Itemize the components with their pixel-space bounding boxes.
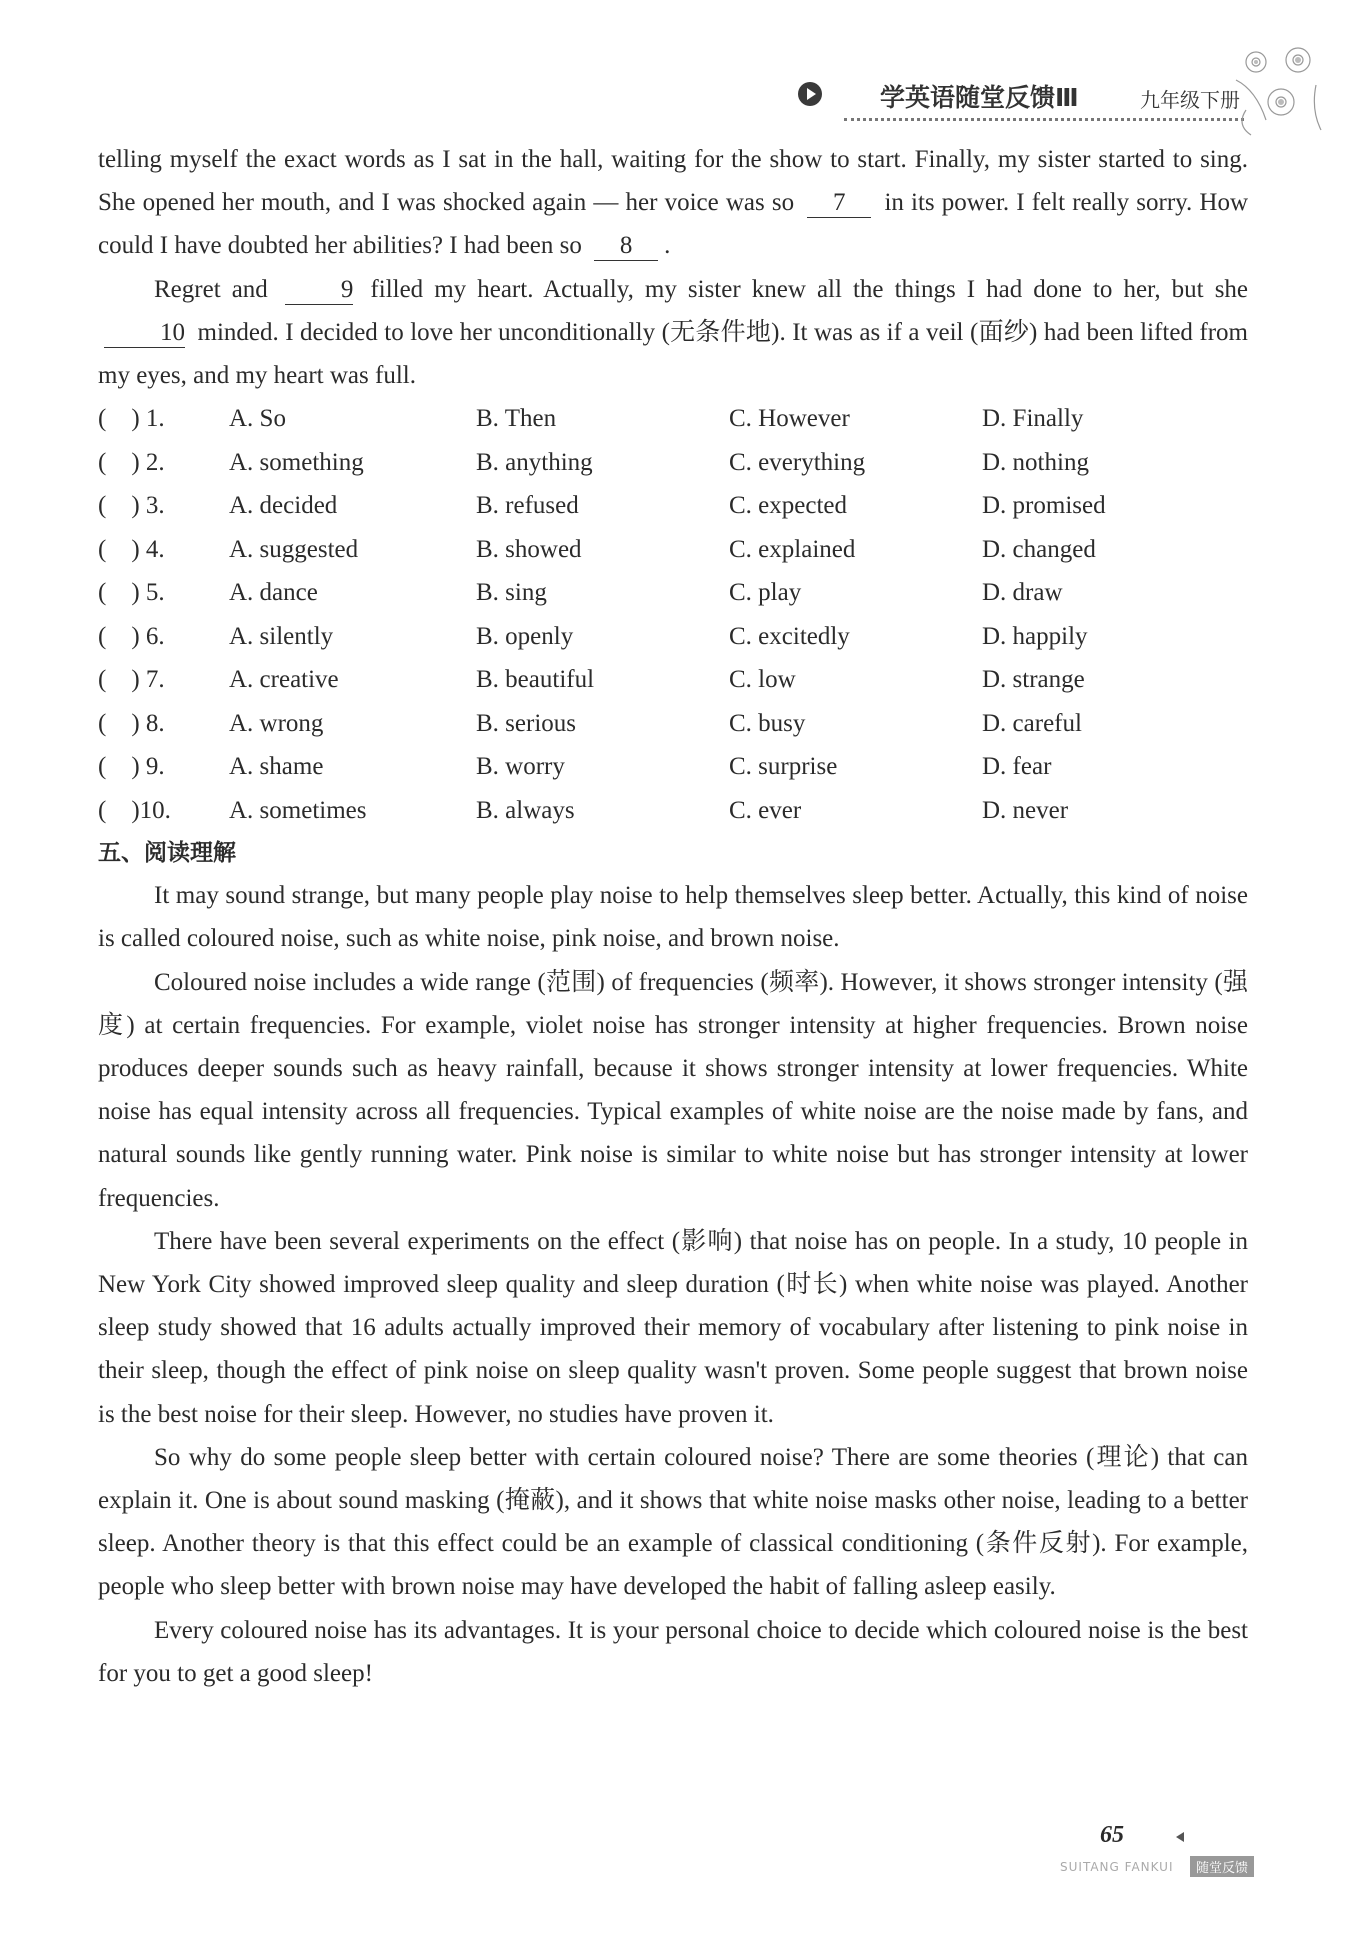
option-c: C. play	[729, 579, 802, 607]
option-a: A. suggested	[229, 535, 359, 563]
option-d: D. never	[982, 796, 1069, 824]
reading-paragraph-4: So why do some people sleep better with certain coloured noise? There are some theories (理论) that can explain it. One is about sound masking (掩蔽), and it shows that white noise masks other noise, leading to a better sleep. Another theory is that this effect could be an example of classical conditioning (条件反射). For example, people who sleep better with brown noise may have developed the habit of falling asleep easily.	[98, 1443, 1248, 1601]
option-c: C. expected	[729, 492, 848, 520]
cloze-paragraph-2: Regret and 9 filled my heart. Actually, my sister knew all the things I had done to her, but she 10 minded. I decided to love her unconditionally (无条件地). It was as if a veil (面纱) had been lifted from my eyes, and my heart was full.	[98, 275, 1249, 390]
option-d: D. careful	[982, 709, 1082, 737]
question-number: ( )10.	[98, 796, 171, 824]
blank-8: 8	[594, 232, 658, 261]
option-d: D. Finally	[982, 405, 1084, 433]
question-number: ( ) 6.	[98, 622, 165, 650]
flower-decoration-icon	[1226, 40, 1336, 140]
option-b: B. beautiful	[476, 666, 595, 694]
option-a: A. So	[229, 405, 286, 433]
option-a: A. decided	[229, 492, 338, 520]
option-a: A. sometimes	[229, 796, 367, 824]
blank-9: 9	[285, 276, 354, 305]
option-b: B. always	[476, 796, 575, 824]
option-row	[98, 789, 1248, 833]
option-c: C. ever	[729, 796, 802, 824]
header-dotted-rule	[844, 118, 1244, 121]
cloze-paragraph-1: telling myself the exact words as I sat in the hall, waiting for the show to start. Finally, my sister started to sing. She opened her mouth, and I was shocked again — her voice was so 7 in its power. I felt really sorry. How could I have doubted her abilities? I had been so 8 .	[98, 146, 1249, 260]
page-number: 65	[1100, 1822, 1124, 1848]
option-b: B. worry	[476, 753, 565, 781]
option-d: D. strange	[982, 666, 1085, 694]
page-footer	[1060, 1822, 1310, 1882]
reading-paragraph-5: Every coloured noise has its advantages. It is your personal choice to decide which coloured noise is the best for you to get a good sleep!	[98, 1616, 1248, 1687]
option-row	[98, 658, 1248, 702]
option-row	[98, 441, 1248, 485]
page-header	[798, 78, 1298, 114]
option-d: D. changed	[982, 535, 1096, 563]
options-list	[98, 397, 1248, 832]
option-b: B. sing	[476, 579, 547, 607]
blank-10: 10	[104, 319, 185, 348]
option-a: A. something	[229, 448, 364, 476]
reading-paragraph-2: Coloured noise includes a wide range (范围) of frequencies (频率). However, it shows stronger intensity (强度) at certain frequencies. For example, violet noise has stronger intensity at higher frequencies. Brown noise produces deeper sounds such as heavy rainfall, because it shows stronger intensity at lower frequencies. White noise has equal intensity across all frequencies. Typical examples of white noise are the noise made by fans, and natural sounds like gently running water. Pink noise is similar to white noise but has stronger intensity at lower frequencies.	[98, 968, 1248, 1212]
page-content	[98, 138, 1248, 1695]
option-row	[98, 528, 1248, 572]
option-row	[98, 702, 1248, 746]
footer-brand-cn: 随堂反馈	[1190, 1856, 1254, 1877]
option-a: A. shame	[229, 753, 324, 781]
option-b: B. refused	[476, 492, 579, 520]
option-row	[98, 397, 1248, 441]
option-d: D. happily	[982, 622, 1088, 650]
option-c: C. everything	[729, 448, 866, 476]
option-b: B. serious	[476, 709, 576, 737]
option-c: C. busy	[729, 709, 806, 737]
option-a: A. creative	[229, 666, 339, 694]
option-row	[98, 571, 1248, 615]
option-c: C. explained	[729, 535, 856, 563]
option-d: D. promised	[982, 492, 1106, 520]
option-c: C. excitedly	[729, 622, 850, 650]
question-number: ( ) 1.	[98, 405, 165, 433]
blank-7: 7	[807, 189, 871, 218]
option-a: A. silently	[229, 622, 334, 650]
question-number: ( ) 7.	[98, 666, 165, 694]
option-d: D. fear	[982, 753, 1052, 781]
question-number: ( ) 2.	[98, 448, 165, 476]
question-number: ( ) 9.	[98, 753, 165, 781]
option-a: A. dance	[229, 579, 318, 607]
section-title: 五、阅读理解	[98, 840, 236, 867]
option-row	[98, 484, 1248, 528]
question-number: ( ) 8.	[98, 709, 165, 737]
option-d: D. draw	[982, 579, 1063, 607]
option-row	[98, 615, 1248, 659]
play-icon	[798, 82, 822, 106]
arrow-left-icon	[1176, 1832, 1184, 1842]
reading-paragraph-3: There have been several experiments on the effect (影响) that noise has on people. In a study, 10 people in New York City showed improved sleep quality and sleep duration (时长) when white noise was played. Another sleep study showed that 16 adults actually improved their memory of vocabulary after listening to pink noise in their sleep, though the effect of pink noise on sleep quality wasn't proven. Some people suggest that brown noise is the best noise for their sleep. However, no studies have proven it.	[98, 1227, 1248, 1428]
footer-brand-en: SUITANG FANKUI	[1060, 1860, 1174, 1874]
book-subtitle: 九年级下册	[1140, 88, 1240, 112]
option-b: B. openly	[476, 622, 574, 650]
option-b: B. showed	[476, 535, 582, 563]
question-number: ( ) 4.	[98, 535, 165, 563]
option-b: B. Then	[476, 405, 557, 433]
book-title: 学英语随堂反馈Ⅲ	[880, 83, 1079, 112]
question-number: ( ) 3.	[98, 492, 165, 520]
option-c: C. However	[729, 405, 850, 433]
option-a: A. wrong	[229, 709, 324, 737]
question-number: ( ) 5.	[98, 579, 165, 607]
reading-paragraph-1: It may sound strange, but many people play noise to help themselves sleep better. Actually, this kind of noise is called coloured noise, such as white noise, pink noise, and brown noise.	[98, 882, 1248, 953]
option-c: C. surprise	[729, 753, 838, 781]
option-b: B. anything	[476, 448, 593, 476]
option-d: D. nothing	[982, 448, 1089, 476]
option-row	[98, 745, 1248, 789]
option-c: C. low	[729, 666, 796, 694]
